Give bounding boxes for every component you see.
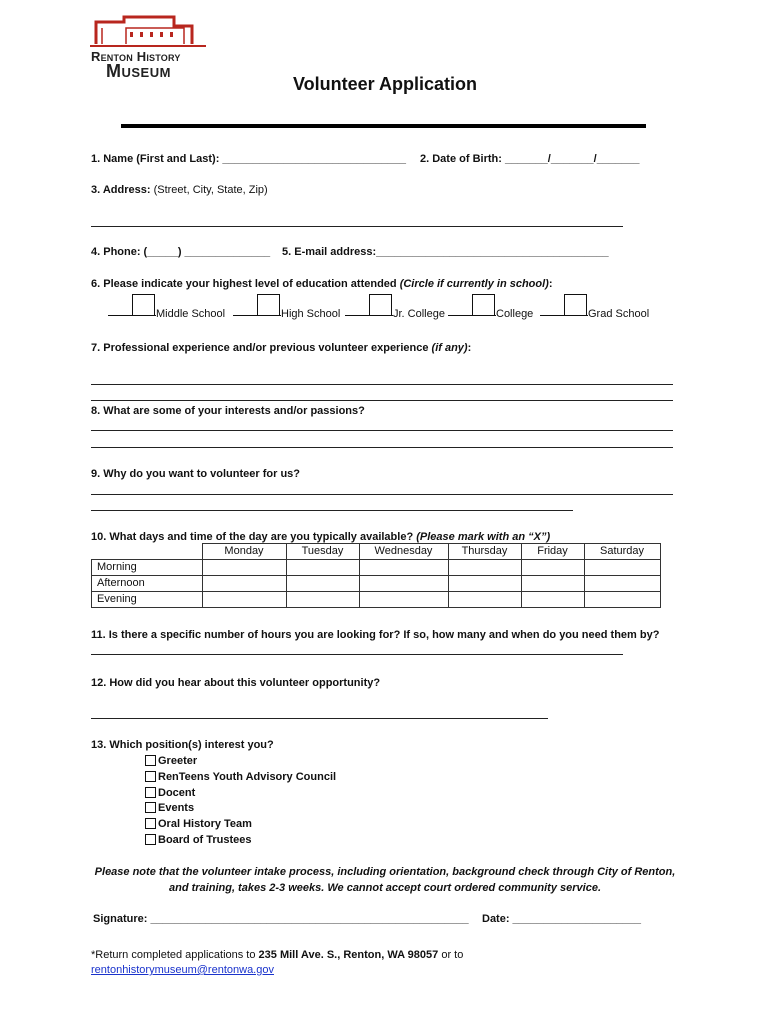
experience-field-line1[interactable]: [91, 384, 673, 385]
address-field[interactable]: [91, 226, 623, 227]
availability-cell[interactable]: [359, 592, 448, 608]
museum-email-link[interactable]: rentonhistorymuseum@rentonwa.gov: [91, 964, 274, 976]
experience-question: 7. Professional experience and/or previous volunteer experience (if any):: [91, 342, 472, 354]
availability-cell[interactable]: [202, 576, 286, 592]
checkbox-icon: [145, 787, 156, 798]
availability-question: 10. What days and time of the day are you typically available? (Please mark with an “X”): [91, 531, 551, 543]
dob-field[interactable]: 2. Date of Birth: _______/_______/_______: [420, 153, 640, 165]
interests-field-line1[interactable]: [91, 430, 673, 431]
return-instructions: *Return completed applications to 235 Mill Ave. S., Renton, WA 98057 or to: [91, 949, 464, 961]
intake-note-line1: Please note that the volunteer intake process, including orientation, background check through City of Renton,: [94, 866, 676, 878]
why-question: 9. Why do you want to volunteer for us?: [91, 468, 301, 480]
title-rule: [121, 124, 646, 128]
availability-cell[interactable]: [521, 592, 584, 608]
day-header: Tuesday: [286, 544, 359, 560]
page-title: Volunteer Application: [292, 74, 477, 94]
availability-table: [91, 543, 661, 608]
availability-cell[interactable]: [584, 592, 660, 608]
why-field-line2[interactable]: [91, 510, 573, 511]
position-option-oral-history[interactable]: Oral History Team: [145, 817, 252, 831]
availability-cell[interactable]: [202, 560, 286, 576]
checkbox-icon: [145, 802, 156, 813]
checkbox-icon: [145, 755, 156, 766]
position-option-renteens[interactable]: RenTeens Youth Advisory Council: [145, 770, 336, 784]
position-option-board[interactable]: Board of Trustees: [145, 833, 252, 847]
availability-cell[interactable]: [359, 560, 448, 576]
availability-cell[interactable]: [448, 560, 521, 576]
checkbox-icon: [145, 834, 156, 845]
interests-field-line2[interactable]: [91, 447, 673, 448]
interests-question: 8. What are some of your interests and/or passions?: [91, 405, 365, 417]
museum-building-icon: [88, 14, 208, 50]
date-field[interactable]: Date: _____________________: [482, 913, 642, 925]
availability-cell[interactable]: [286, 560, 359, 576]
day-header: Thursday: [448, 544, 521, 560]
hours-question: 11. Is there a specific number of hours you are looking for? If so, how many and when do you need them by?: [91, 629, 660, 641]
logo-line2: Museum: [106, 61, 171, 81]
availability-cell[interactable]: [448, 592, 521, 608]
why-field-line1[interactable]: [91, 494, 673, 495]
day-header: Saturday: [584, 544, 660, 560]
day-header: Wednesday: [359, 544, 448, 560]
availability-cell[interactable]: [286, 576, 359, 592]
checkbox-icon: [369, 294, 392, 315]
time-label: Evening: [92, 592, 203, 608]
availability-cell[interactable]: [584, 576, 660, 592]
checkbox-icon: [145, 771, 156, 782]
table-corner-cell: [92, 544, 203, 560]
heard-question: 12. How did you hear about this volunteer opportunity?: [91, 677, 381, 689]
time-label: Morning: [92, 560, 203, 576]
email-field[interactable]: 5. E-mail address:______________________________________: [282, 246, 609, 258]
address-label: 3. Address: (Street, City, State, Zip): [91, 184, 268, 196]
experience-field-line2[interactable]: [91, 400, 673, 401]
checkbox-icon: [257, 294, 280, 315]
logo-line1: Renton History: [91, 49, 181, 64]
position-option-events[interactable]: Events: [145, 801, 194, 815]
day-header: Monday: [202, 544, 286, 560]
hours-field[interactable]: [91, 654, 623, 655]
table-row: [92, 592, 661, 608]
table-header-row: [92, 544, 661, 560]
availability-cell[interactable]: [521, 560, 584, 576]
education-question: 6. Please indicate your highest level of education attended (Circle if currently in school):: [91, 278, 553, 290]
day-header: Friday: [521, 544, 584, 560]
table-row: [92, 576, 661, 592]
name-field[interactable]: 1. Name (First and Last): ______________________________: [91, 153, 406, 165]
checkbox-icon: [132, 294, 155, 315]
intake-note-line2: and training, takes 2-3 weeks. We cannot accept court ordered community service.: [169, 882, 601, 894]
position-option-docent[interactable]: Docent: [145, 786, 195, 800]
table-row: [92, 560, 661, 576]
phone-field[interactable]: 4. Phone: (_____) ______________: [91, 246, 271, 258]
checkbox-icon: [472, 294, 495, 315]
positions-question: 13. Which position(s) interest you?: [91, 739, 274, 751]
heard-field[interactable]: [91, 718, 548, 719]
checkbox-icon: [564, 294, 587, 315]
availability-cell[interactable]: [521, 576, 584, 592]
position-option-greeter[interactable]: Greeter: [145, 754, 197, 768]
signature-field[interactable]: Signature: ____________________________________________________: [93, 913, 469, 925]
checkbox-icon: [145, 818, 156, 829]
availability-cell[interactable]: [286, 592, 359, 608]
availability-cell[interactable]: [359, 576, 448, 592]
availability-cell[interactable]: [584, 560, 660, 576]
availability-cell[interactable]: [448, 576, 521, 592]
time-label: Afternoon: [92, 576, 203, 592]
availability-cell[interactable]: [202, 592, 286, 608]
